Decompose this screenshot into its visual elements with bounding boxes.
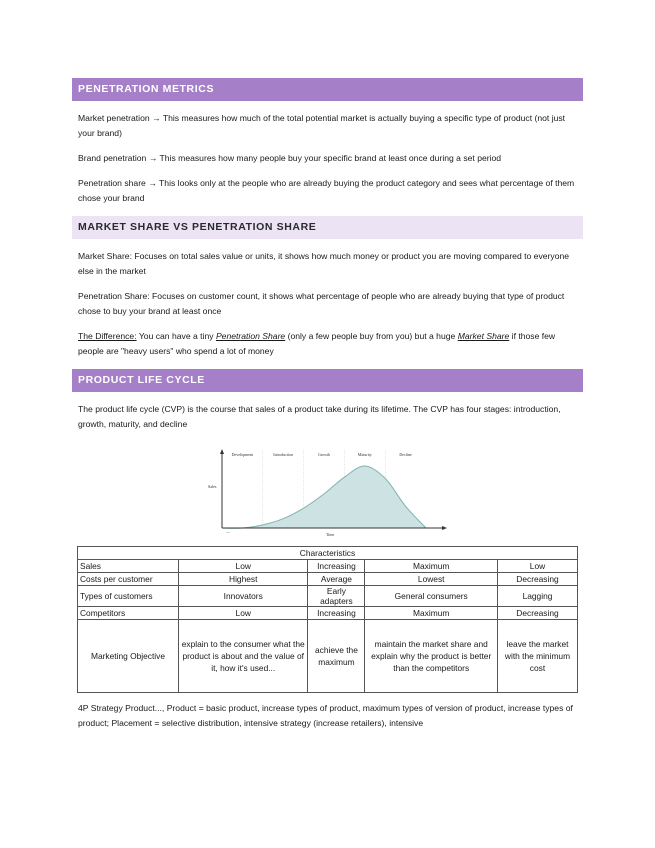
- difference-text-2: (only a few people buy from you) but a huge: [285, 331, 458, 341]
- section-header-product-life-cycle: PRODUCT LIFE CYCLE: [72, 369, 583, 392]
- table-cell: Low: [497, 560, 577, 573]
- table-cell: Maximum: [365, 560, 498, 573]
- section-header-market-share: MARKET SHARE VS PENETRATION SHARE: [72, 216, 583, 239]
- table-cell: Innovators: [179, 586, 308, 607]
- table-cell: Maximum: [365, 607, 498, 620]
- table-cell: Low: [179, 560, 308, 573]
- table-row: [78, 607, 578, 620]
- penetration-share-definition: Penetration Share: Focuses on customer count, it shows what percentage of people who are already buying that type of product chose to buy your brand at least once: [78, 291, 565, 316]
- table-row: [78, 560, 578, 573]
- difference-paragraph: [78, 329, 578, 359]
- table-row: [78, 586, 578, 607]
- difference-term-penetration-share: Penetration Share: [215, 331, 286, 341]
- table-cell: Early adapters: [308, 586, 365, 607]
- difference-term-market-share: Market Share: [457, 331, 510, 341]
- table-cell: General consumers: [365, 586, 498, 607]
- table-cell: Highest: [179, 573, 308, 586]
- table-cell: achieve the maximum: [308, 620, 365, 693]
- penetration-share-text: Penetration share → This looks only at the people who are already buying the product category and sees what percentage of them chose your brand: [78, 178, 575, 203]
- y-axis-label: Sales: [207, 484, 216, 489]
- stage-label: Growth: [317, 452, 330, 457]
- strategy-footer-text: 4P Strategy Product..., Product = basic product, increase types of product, maximum types of version of product, increase types of product; Placement = selective distribution, intensive strategy (increase retailers), intensive: [78, 703, 573, 728]
- sales-curve-area: [222, 466, 426, 528]
- plc-chart: [208, 442, 448, 542]
- section-header-penetration-metrics: PENETRATION METRICS: [72, 78, 583, 101]
- row-label-sales: Sales: [78, 560, 179, 573]
- table-row: [78, 573, 578, 586]
- document-page: [72, 78, 583, 741]
- stage-label: Maturity: [357, 452, 372, 457]
- market-share-text: Market Share: Focuses on total sales value or units, it shows how much money or product you are moving compared to everyone else in the market: [78, 251, 570, 276]
- row-label-marketing-objective: Marketing Objective: [78, 620, 179, 693]
- x-axis-arrow: [442, 526, 447, 530]
- difference-text-3: if those few people are "heavy users" who spend a lot of money: [78, 331, 556, 356]
- difference-label: The Difference:: [78, 331, 137, 341]
- table-cell: Decreasing: [497, 573, 577, 586]
- table-cell: leave the market with the minimum cost: [497, 620, 577, 693]
- stage-label: Development: [231, 452, 253, 457]
- plc-chart-container: [72, 442, 583, 542]
- plc-intro-text: The product life cycle (CVP) is the course that sales of a product take during its lifetime. The CVP has four stages: introduction, growth, maturity, and decline: [78, 404, 561, 429]
- market-penetration-text: Market penetration → This measures how much of the total potential market is actually buying a specific type of product (not just your brand): [78, 113, 566, 138]
- table-cell: Increasing: [308, 560, 365, 573]
- table-cell: Lagging: [497, 586, 577, 607]
- table-cell: Average: [308, 573, 365, 586]
- table-cell: explain to the consumer what the product is about and the value of it, how it's used...: [179, 620, 308, 693]
- table-cell: Lowest: [365, 573, 498, 586]
- row-label-customer-types: Types of customers: [78, 586, 179, 607]
- brand-penetration-text: Brand penetration → This measures how many people buy your specific brand at least once during a set period: [78, 153, 502, 163]
- characteristics-table: [77, 546, 578, 693]
- table-cell: maintain the market share and explain why the product is better than the competitors: [365, 620, 498, 693]
- difference-text-1: You can have a tiny: [136, 331, 216, 341]
- x-axis-label: Time: [325, 532, 334, 537]
- x-axis-start-label: —: [225, 529, 230, 534]
- row-label-competitors: Competitors: [78, 607, 179, 620]
- table-title-row: [78, 547, 578, 560]
- y-axis-arrow: [220, 449, 224, 454]
- table-cell: Increasing: [308, 607, 365, 620]
- table-row-objective: [78, 620, 578, 693]
- table-cell: Low: [179, 607, 308, 620]
- stage-label: Decline: [398, 452, 412, 457]
- table-title: Characteristics: [78, 547, 578, 560]
- table-cell: Decreasing: [497, 607, 577, 620]
- stage-label: Introduction: [272, 452, 293, 457]
- row-label-costs: Costs per customer: [78, 573, 179, 586]
